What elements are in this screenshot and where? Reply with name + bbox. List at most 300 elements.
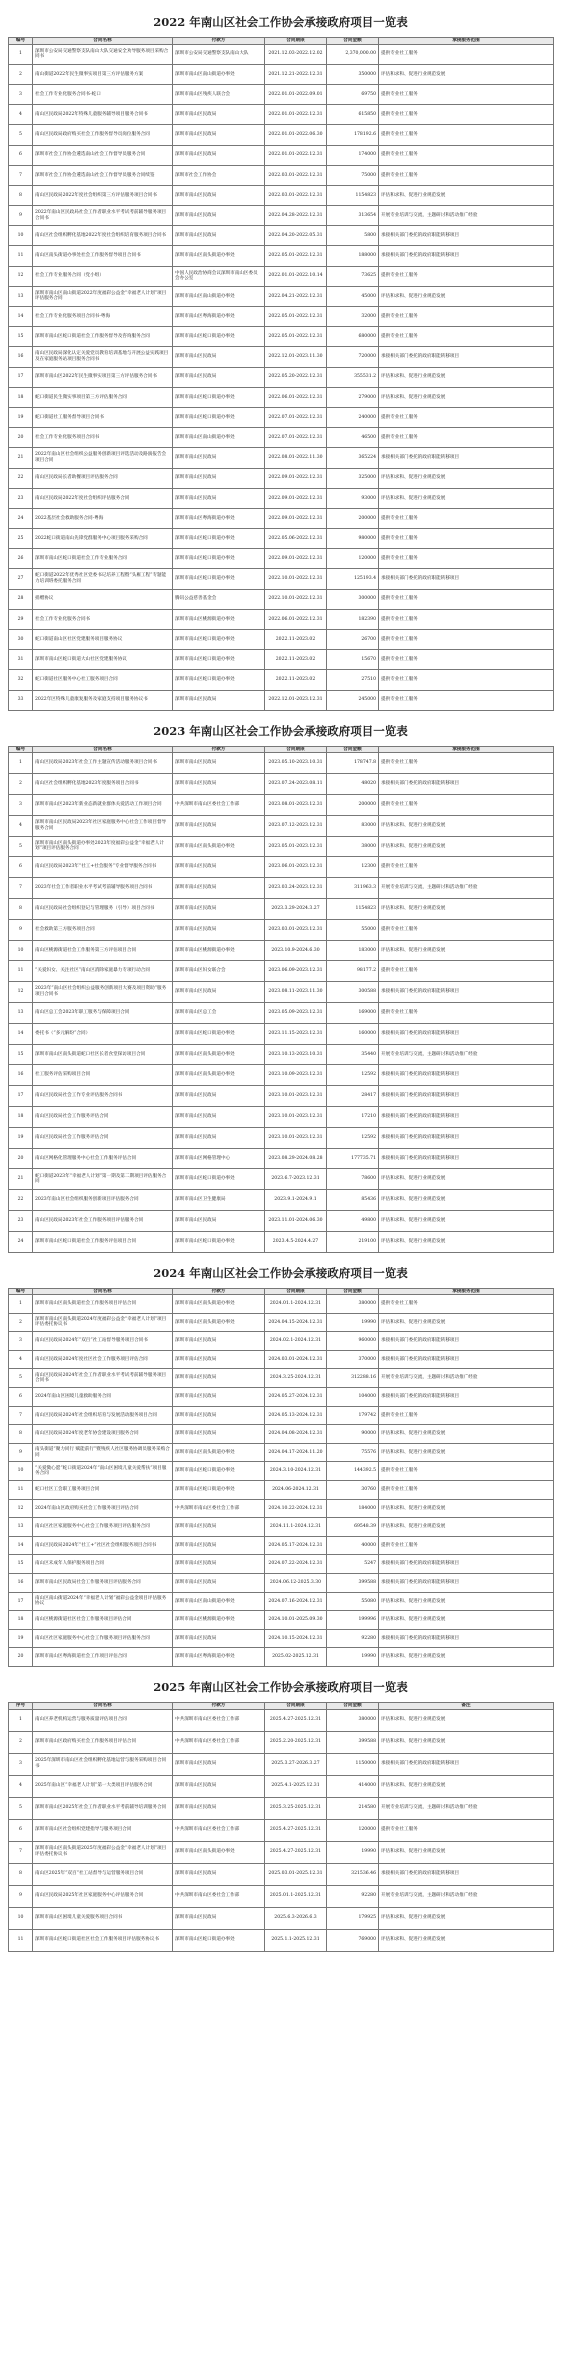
row-number-cell: 5 xyxy=(9,836,33,857)
contract-period-cell: 2022.04.21-2022.12.31 xyxy=(265,286,327,306)
row-number-cell: 24 xyxy=(9,1231,33,1252)
row-number-cell: 18 xyxy=(9,387,33,407)
table-row xyxy=(9,898,554,919)
service-scope-cell: 提供专业社工服务 xyxy=(379,753,554,774)
contract-period-cell: 2025.3.27-2026.3.27 xyxy=(265,1753,327,1775)
contract-name-cell: 深圳市南山区南头街道办事处2023年度福彩公益金“幸福老人计划”项目评估服务合同 xyxy=(33,836,173,857)
contract-period-cell: 2023.07.24-2023.08.11 xyxy=(265,774,327,795)
contract-name-cell: 南山街道2022年民生微事实项目第三方评估服务方案 xyxy=(33,64,173,84)
header-cell: 承接服务范围 xyxy=(379,38,554,45)
contract-name-cell: 深圳市社会工作协会遴选南山社会工作督导员服务合同 xyxy=(33,145,173,165)
table-row xyxy=(9,1555,554,1574)
table-row xyxy=(9,508,554,528)
row-number-cell: 21 xyxy=(9,448,33,468)
contract-period-cell: 2023.10.01-2023.12.31 xyxy=(265,1106,327,1127)
contract-amount-cell: 26700 xyxy=(327,630,379,650)
contract-period-cell: 2023.3.29-2024.3.27 xyxy=(265,898,327,919)
row-number-cell: 9 xyxy=(9,1885,33,1907)
contract-name-cell: 2024年南山区困境儿童救助服务合同 xyxy=(33,1388,173,1407)
contract-period-cell: 2022.09.01-2022.12.31 xyxy=(265,468,327,488)
contract-name-cell: 深圳市南山区蛇口街道社区社会工作服务项目评估服务协议书 xyxy=(33,1929,173,1951)
service-scope-cell: 提供专业社工服务 xyxy=(379,1002,554,1023)
payer-cell: 深圳市南山区蛇口街道办事处 xyxy=(173,549,265,569)
contract-period-cell: 2022.05.01-2022.12.31 xyxy=(265,246,327,266)
contract-amount-cell: 311963.3 xyxy=(327,878,379,899)
table-row xyxy=(9,488,554,508)
row-number-cell: 8 xyxy=(9,185,33,205)
payer-cell: 中国人民政治协商会议深圳市南山区委员会办公室 xyxy=(173,266,265,286)
contract-amount-cell: 279000 xyxy=(327,387,379,407)
payer-cell: 深圳市南山区民政局 xyxy=(173,1210,265,1231)
contract-name-cell: 2023年南山区社会组织服务创新项目评估服务合同 xyxy=(33,1190,173,1211)
contract-name-cell: 深圳市南山区蛇口街道社会工作服务督导及咨询服务合同 xyxy=(33,327,173,347)
contract-name-cell: 南山区总工会2023年职工服务与保障项目合同 xyxy=(33,1002,173,1023)
contract-name-cell: 深圳市南山区2023年新业态新就业群体关爱活动工作项目合同 xyxy=(33,794,173,815)
contract-amount-cell: 69548.39 xyxy=(327,1518,379,1537)
row-number-cell: 7 xyxy=(9,878,33,899)
contract-name-cell: 2022基层社会救助服务合同-粤海 xyxy=(33,508,173,528)
service-scope-cell: 承接相关部门委托的政府职能转移项目 xyxy=(379,1332,554,1351)
payer-cell: 深圳市南山区蛇口街道办事处 xyxy=(173,630,265,650)
row-number-cell: 15 xyxy=(9,1555,33,1574)
contract-amount-cell: 12300 xyxy=(327,857,379,878)
table-row xyxy=(9,1231,554,1252)
payer-cell: 深圳市南山区民政局 xyxy=(173,1907,265,1929)
payer-cell: 深圳市南山区民政局 xyxy=(173,145,265,165)
contract-amount-cell: 313654 xyxy=(327,206,379,226)
payer-cell: 深圳市南山区民政局 xyxy=(173,1536,265,1555)
service-scope-cell: 提供专业社工服务 xyxy=(379,428,554,448)
service-scope-cell: 评估和求和、促进行业规范发展 xyxy=(379,1231,554,1252)
table-row xyxy=(9,549,554,569)
contract-name-cell: 南山区社区家庭服务中心社会工作服务项目评估服务合同 xyxy=(33,1518,173,1537)
contract-name-cell: 南山区桃源街道社会工作服务第三方评估项目合同 xyxy=(33,940,173,961)
row-number-cell: 4 xyxy=(9,815,33,836)
payer-cell: 深圳市南山区民政局 xyxy=(173,448,265,468)
table-row xyxy=(9,1388,554,1407)
table-row xyxy=(9,1841,554,1863)
row-number-cell: 8 xyxy=(9,1863,33,1885)
header-cell: 合同名称 xyxy=(33,746,173,753)
payer-cell: 中共深圳市南山区委社会工作部 xyxy=(173,794,265,815)
service-scope-cell: 开展专业培训与交流，主题研讨和活动推广经验 xyxy=(379,206,554,226)
table-row xyxy=(9,1425,554,1444)
contract-period-cell: 2021.12.03-2022.12.02 xyxy=(265,44,327,64)
payer-cell: 深圳市南山区民政局 xyxy=(173,226,265,246)
contract-amount-cell: 1154823 xyxy=(327,185,379,205)
payer-cell: 深圳市南山区蛇口街道办事处 xyxy=(173,407,265,427)
row-number-cell: 26 xyxy=(9,549,33,569)
contract-amount-cell: 78600 xyxy=(327,1169,379,1190)
service-scope-cell: 提供专业社工服务 xyxy=(379,670,554,690)
table-row xyxy=(9,815,554,836)
table-row xyxy=(9,1499,554,1518)
payer-cell: 深圳市南山区民政局 xyxy=(173,1388,265,1407)
service-scope-cell: 评估和求和、促进行业规范发展 xyxy=(379,836,554,857)
contract-period-cell: 2022.11-2023.02 xyxy=(265,670,327,690)
contract-period-cell: 2024.06-2024.12.31 xyxy=(265,1481,327,1500)
payer-cell: 深圳市南山区民政局 xyxy=(173,1753,265,1775)
service-scope-cell: 提供专业社工服务 xyxy=(379,1295,554,1314)
service-scope-cell: 提供专业社工服务 xyxy=(379,145,554,165)
contract-amount-cell: 125193.4 xyxy=(327,569,379,589)
row-number-cell: 21 xyxy=(9,1169,33,1190)
row-number-cell: 6 xyxy=(9,1819,33,1841)
table-row xyxy=(9,1518,554,1537)
row-number-cell: 20 xyxy=(9,1148,33,1169)
contract-amount-cell: 120000 xyxy=(327,1819,379,1841)
contract-period-cell: 2022.11-2023.02 xyxy=(265,650,327,670)
contract-period-cell: 2022.07.01-2022.12.31 xyxy=(265,428,327,448)
contract-amount-cell: 38000 xyxy=(327,836,379,857)
service-scope-cell: 评估和求和、促进行业规范发展 xyxy=(379,1169,554,1190)
table-row xyxy=(9,589,554,609)
service-scope-cell: 提供专业社工服务 xyxy=(379,407,554,427)
table-row xyxy=(9,1611,554,1630)
payer-cell: 深圳市南山区蛇口街道办事处 xyxy=(173,1023,265,1044)
service-scope-cell: 承接相关部门委托的政府职能转移项目 xyxy=(379,1388,554,1407)
row-number-cell: 7 xyxy=(9,1406,33,1425)
payer-cell: 腾讯公益慈善基金会 xyxy=(173,589,265,609)
contract-name-cell: 社会工作专业服务合同（党小组） xyxy=(33,266,173,286)
row-number-cell: 7 xyxy=(9,165,33,185)
row-number-cell: 6 xyxy=(9,145,33,165)
table-row xyxy=(9,1819,554,1841)
contract-name-cell: 深圳市南山区社会组织党建指导与服务项目合同 xyxy=(33,1819,173,1841)
header-cell: 合同名称 xyxy=(33,1702,173,1709)
table-row xyxy=(9,307,554,327)
section-title: 2025 年南山区社会工作协会承接政府项目一览表 xyxy=(153,1679,408,1694)
contract-period-cell: 2022.07.01-2022.12.31 xyxy=(265,407,327,427)
table-row xyxy=(9,794,554,815)
contract-period-cell: 2022.09.01-2022.12.31 xyxy=(265,549,327,569)
contract-name-cell: 深圳市南山区政府购买社会工作服务项目评估合同 xyxy=(33,1731,173,1753)
service-scope-cell: 提供专业社工服务 xyxy=(379,690,554,710)
contract-name-cell: 南山区民政局2022年度社会组织第三方评估服务项目合同书 xyxy=(33,185,173,205)
project-table-2022 xyxy=(8,37,554,711)
row-number-cell: 17 xyxy=(9,1592,33,1611)
service-scope-cell: 开展专业培训与交流，主题研讨和活动推广经验 xyxy=(379,1369,554,1388)
contract-name-cell: 南山区民政局社会工作服务评估合同 xyxy=(33,1127,173,1148)
table-row xyxy=(9,1731,554,1753)
payer-cell: 深圳市南山区蛇口街道办事处 xyxy=(173,1169,265,1190)
payer-cell: 深圳市南山区南山街道办事处 xyxy=(173,1592,265,1611)
row-number-cell: 13 xyxy=(9,1002,33,1023)
payer-cell: 中共深圳市南山区委社会工作部 xyxy=(173,1819,265,1841)
contract-amount-cell: 19990 xyxy=(327,1313,379,1332)
row-number-cell: 12 xyxy=(9,1499,33,1518)
contract-period-cell: 2024.05.13-2024.12.31 xyxy=(265,1406,327,1425)
contract-amount-cell: 214580 xyxy=(327,1797,379,1819)
contract-amount-cell: 350000 xyxy=(327,64,379,84)
table-row xyxy=(9,145,554,165)
section-title: 2023 年南山区社会工作协会承接政府项目一览表 xyxy=(153,723,408,738)
payer-cell: 深圳市南山区南头街道办事处 xyxy=(173,1841,265,1863)
table-row xyxy=(9,1002,554,1023)
contract-period-cell: 2022.10.01-2022.12.31 xyxy=(265,589,327,609)
contract-name-cell: 蛇口街道2022年优秀社区党委书记培养工程暨“头雁工程”专题能力培训班委托服务合同 xyxy=(33,569,173,589)
contract-amount-cell: 17210 xyxy=(327,1106,379,1127)
contract-name-cell: 南山区养老机构运营与服务质量评估项目合同 xyxy=(33,1709,173,1731)
section-2024 xyxy=(0,1253,561,1667)
table-row xyxy=(9,407,554,427)
contract-amount-cell: 45000 xyxy=(327,286,379,306)
row-number-cell: 31 xyxy=(9,650,33,670)
row-number-cell: 3 xyxy=(9,84,33,104)
contract-name-cell: 南山区民政局2022年度社会组织评估服务合同 xyxy=(33,488,173,508)
service-scope-cell: 评估和求和、促进行业规范发展 xyxy=(379,1592,554,1611)
row-number-cell: 19 xyxy=(9,1127,33,1148)
payer-cell: 深圳市南山区蛇口街道办事处 xyxy=(173,569,265,589)
row-number-cell: 14 xyxy=(9,1536,33,1555)
service-scope-cell: 开展专业培训与交流，主题研讨和活动推广经验 xyxy=(379,1797,554,1819)
contract-name-cell: 捐赠协议 xyxy=(33,589,173,609)
contract-period-cell: 2025.3.25-2025.12.31 xyxy=(265,1797,327,1819)
row-number-cell: 22 xyxy=(9,468,33,488)
contract-amount-cell: 200000 xyxy=(327,794,379,815)
row-number-cell: 23 xyxy=(9,1210,33,1231)
service-scope-cell: 开展专业培训与交流，主题研讨和活动推广经验 xyxy=(379,1885,554,1907)
service-scope-cell: 评估和求和、促进行业规范发展 xyxy=(379,286,554,306)
service-scope-cell: 承接相关部门委托的政府职能转移项目 xyxy=(379,1065,554,1086)
contract-period-cell: 2022.01.01-2022.10.14 xyxy=(265,266,327,286)
table-row xyxy=(9,1462,554,1481)
payer-cell: 深圳市社会工作协会 xyxy=(173,165,265,185)
contract-period-cell: 2022.06.01-2022.12.31 xyxy=(265,609,327,629)
row-number-cell: 15 xyxy=(9,1044,33,1065)
table-row xyxy=(9,64,554,84)
header-cell: 合同期限 xyxy=(265,1702,327,1709)
contract-name-cell: “关爱妇女、关注社区”南山区消除家庭暴力专项行动合同 xyxy=(33,961,173,982)
contract-period-cell: 2023.06.01-2023.12.31 xyxy=(265,857,327,878)
payer-cell: 深圳市南山区民政局 xyxy=(173,1350,265,1369)
contract-name-cell: 深圳市南山区困境儿童关爱服务项目合同书 xyxy=(33,1907,173,1929)
contract-name-cell: 南山区民政局深化认定关爱党员教育培训基地与开展公益实践项目及在家庭服务站项目服务合同书 xyxy=(33,347,173,367)
table-row xyxy=(9,919,554,940)
row-number-cell: 1 xyxy=(9,1709,33,1731)
contract-period-cell: 2022.09.01-2022.12.31 xyxy=(265,508,327,528)
contract-amount-cell: 399588 xyxy=(327,1574,379,1593)
contract-period-cell: 2025.1.1-2025.12.31 xyxy=(265,1929,327,1951)
payer-cell: 深圳市南山区南头街道办事处 xyxy=(173,1295,265,1314)
contract-name-cell: 南山区民政局2024年度社区社会工作服务项目评估合同 xyxy=(33,1350,173,1369)
contract-amount-cell: 960000 xyxy=(327,1332,379,1351)
contract-amount-cell: 12592 xyxy=(327,1127,379,1148)
contract-period-cell: 2024.04.15-2024.12.31 xyxy=(265,1313,327,1332)
contract-name-cell: 南山区南山街道2024年“幸福老人计划”福彩公益金项目评估服务协议 xyxy=(33,1592,173,1611)
contract-amount-cell: 200000 xyxy=(327,508,379,528)
payer-cell: 深圳市南山区桃源街道办事处 xyxy=(173,609,265,629)
header-cell: 编号 xyxy=(9,38,33,45)
table-row xyxy=(9,105,554,125)
contract-amount-cell: 98177.2 xyxy=(327,961,379,982)
payer-cell: 深圳市南山区民政局 xyxy=(173,774,265,795)
row-number-cell: 20 xyxy=(9,428,33,448)
row-number-cell: 19 xyxy=(9,1629,33,1648)
payer-cell: 深圳市南山区卫生健康局 xyxy=(173,1190,265,1211)
contract-period-cell: 2024.3.25-2024.12.31 xyxy=(265,1369,327,1388)
contract-amount-cell: 19990 xyxy=(327,1648,379,1667)
row-number-cell: 15 xyxy=(9,327,33,347)
contract-period-cell: 2024.10.01-2025.09.30 xyxy=(265,1611,327,1630)
contract-period-cell: 2024.02.1-2024.12.31 xyxy=(265,1332,327,1351)
row-number-cell: 5 xyxy=(9,125,33,145)
row-number-cell: 11 xyxy=(9,961,33,982)
service-scope-cell: 评估和求和、促进行业规范发展 xyxy=(379,1929,554,1951)
payer-cell: 深圳市南山区南山街道办事处 xyxy=(173,286,265,306)
contract-period-cell: 2022.09.01-2022.12.31 xyxy=(265,488,327,508)
row-number-cell: 16 xyxy=(9,1065,33,1086)
contract-amount-cell: 2,370,000.00 xyxy=(327,44,379,64)
contract-amount-cell: 5800 xyxy=(327,226,379,246)
header-cell: 编号 xyxy=(9,746,33,753)
contract-period-cell: 2023.10.13-2023.10.31 xyxy=(265,1044,327,1065)
payer-cell: 深圳市南山区蛇口街道办事处 xyxy=(173,1462,265,1481)
table-body xyxy=(9,753,554,1252)
table-row xyxy=(9,1929,554,1951)
service-scope-cell: 评估和求和、促进行业规范发展 xyxy=(379,367,554,387)
contract-amount-cell: 321536.46 xyxy=(327,1863,379,1885)
contract-amount-cell: 104000 xyxy=(327,1388,379,1407)
table-row xyxy=(9,630,554,650)
table-row xyxy=(9,1443,554,1462)
payer-cell: 深圳市南山区民政局 xyxy=(173,1863,265,1885)
payer-cell: 中共深圳市南山区委社会工作部 xyxy=(173,1731,265,1753)
contract-amount-cell: 120000 xyxy=(327,549,379,569)
contract-amount-cell: 75576 xyxy=(327,1443,379,1462)
table-row xyxy=(9,1350,554,1369)
service-scope-cell: 提供专业社工服务 xyxy=(379,857,554,878)
payer-cell: 深圳市南山区南头街道办事处 xyxy=(173,246,265,266)
payer-cell: 深圳市南山区网格管理中心 xyxy=(173,1148,265,1169)
table-row xyxy=(9,1369,554,1388)
contract-name-cell: 深圳市南山区2025年社会工作者职业水平考前辅导培训服务合同 xyxy=(33,1797,173,1819)
contract-name-cell: 南山区南头街道办事处社会工作服务督导项目合同书 xyxy=(33,246,173,266)
contract-period-cell: 2022.05.01-2022.12.31 xyxy=(265,307,327,327)
contract-amount-cell: 245000 xyxy=(327,690,379,710)
contract-amount-cell: 49800 xyxy=(327,1210,379,1231)
service-scope-cell: 提供专业社工服务 xyxy=(379,589,554,609)
row-number-cell: 24 xyxy=(9,508,33,528)
contract-period-cell: 2024.3.10-2024.12.31 xyxy=(265,1462,327,1481)
contract-period-cell: 2023.10.09-2023.12.31 xyxy=(265,1065,327,1086)
contract-amount-cell: 30760 xyxy=(327,1481,379,1500)
row-number-cell: 1 xyxy=(9,753,33,774)
service-scope-cell: 评估和求和、促进行业规范发展 xyxy=(379,1499,554,1518)
contract-amount-cell: 184000 xyxy=(327,1499,379,1518)
header-cell: 付款方 xyxy=(173,38,265,45)
payer-cell: 深圳市南山区民政局 xyxy=(173,488,265,508)
contract-amount-cell: 399588 xyxy=(327,1731,379,1753)
payer-cell: 深圳市南山区粤海街道办事处 xyxy=(173,1648,265,1667)
contract-amount-cell: 980000 xyxy=(327,529,379,549)
contract-period-cell: 2023.08.11-2023.11.30 xyxy=(265,982,327,1003)
payer-cell: 深圳市南山区粤海街道办事处 xyxy=(173,307,265,327)
table-row xyxy=(9,185,554,205)
service-scope-cell: 评估和求和、促进行业规范发展 xyxy=(379,1210,554,1231)
table-row xyxy=(9,428,554,448)
service-scope-cell: 承接相关部门委托的政府职能转移项目 xyxy=(379,226,554,246)
payer-cell: 深圳市公安局交通警察支队南山大队 xyxy=(173,44,265,64)
table-row xyxy=(9,836,554,857)
header-cell: 编号 xyxy=(9,1288,33,1295)
service-scope-cell: 评估和求和、促进行业规范发展 xyxy=(379,1313,554,1332)
service-scope-cell: 提供专业社工服务 xyxy=(379,307,554,327)
contract-period-cell: 2024.04.08-2024.12.31 xyxy=(265,1425,327,1444)
payer-cell: 深圳市南山区蛇口街道办事处 xyxy=(173,327,265,347)
service-scope-cell: 评估和求和、促进行业规范发展 xyxy=(379,1425,554,1444)
payer-cell: 深圳市南山区民政局 xyxy=(173,878,265,899)
contract-name-cell: 深圳市南山区蛇口街道大山社区党建服务协议 xyxy=(33,650,173,670)
table-row xyxy=(9,226,554,246)
section-title: 2022 年南山区社会工作协会承接政府项目一览表 xyxy=(153,15,408,29)
section-2022 xyxy=(0,0,561,711)
contract-amount-cell: 93000 xyxy=(327,488,379,508)
table-row xyxy=(9,1106,554,1127)
contract-period-cell: 2024.01.1-2024.12.31 xyxy=(265,1295,327,1314)
header-cell: 付款方 xyxy=(173,746,265,753)
header-cell: 承接服务范围 xyxy=(379,1288,554,1295)
contract-name-cell: 深圳市公安局交通警察支队南山大队交通安全劝导服务项目采购合同书 xyxy=(33,44,173,64)
table-row xyxy=(9,774,554,795)
table-row xyxy=(9,1481,554,1500)
contract-amount-cell: 370000 xyxy=(327,1350,379,1369)
contract-name-cell: 蛇口街道社工服务督导项目合同书 xyxy=(33,407,173,427)
table-row xyxy=(9,206,554,226)
row-number-cell: 17 xyxy=(9,367,33,387)
service-scope-cell: 承接相关部门委托的政府职能转移项目 xyxy=(379,1753,554,1775)
row-number-cell: 22 xyxy=(9,1190,33,1211)
service-scope-cell: 评估和求和、促进行业规范发展 xyxy=(379,1907,554,1929)
table-row xyxy=(9,1797,554,1819)
contract-amount-cell: 75000 xyxy=(327,165,379,185)
contract-amount-cell: 55080 xyxy=(327,1592,379,1611)
row-number-cell: 9 xyxy=(9,919,33,940)
payer-cell: 深圳市南山区民政局 xyxy=(173,367,265,387)
table-row xyxy=(9,650,554,670)
contract-amount-cell: 365224 xyxy=(327,448,379,468)
row-number-cell: 11 xyxy=(9,1929,33,1951)
contract-name-cell: 南山区民政局社会工作服务评估合同 xyxy=(33,1106,173,1127)
contract-amount-cell: 90000 xyxy=(327,1425,379,1444)
contract-period-cell: 2022.11-2023.02 xyxy=(265,630,327,650)
row-number-cell: 8 xyxy=(9,898,33,919)
row-number-cell: 4 xyxy=(9,1775,33,1797)
service-scope-cell: 提供专业社工服务 xyxy=(379,105,554,125)
contract-amount-cell: 55000 xyxy=(327,919,379,940)
contract-period-cell: 2023.08.01-2023.12.31 xyxy=(265,794,327,815)
table-row xyxy=(9,448,554,468)
contract-period-cell: 2024.05.27-2024.12.31 xyxy=(265,1388,327,1407)
table-row xyxy=(9,982,554,1003)
contract-name-cell: 南山区民政局社会工作专业评估服务合同书 xyxy=(33,1086,173,1107)
contract-name-cell: 2025年深圳市南山区社会组织孵化基地运营与服务采购项目合同书 xyxy=(33,1753,173,1775)
payer-cell: 深圳市南山区南山街道办事处 xyxy=(173,428,265,448)
service-scope-cell: 提供专业社工服务 xyxy=(379,919,554,940)
contract-amount-cell: 380000 xyxy=(327,1295,379,1314)
table-row xyxy=(9,165,554,185)
table-row xyxy=(9,286,554,306)
contract-period-cell: 2023.10.01-2023.12.31 xyxy=(265,1127,327,1148)
contract-period-cell: 2023.07.12-2023.12.31 xyxy=(265,815,327,836)
contract-name-cell: 蛇口社区工会职工服务项目合同 xyxy=(33,1481,173,1500)
header-cell: 合同期限 xyxy=(265,746,327,753)
contract-name-cell: 深圳市南山区南头街道2025年度福彩公益金“幸福老人计划”项目评估委托协议书 xyxy=(33,1841,173,1863)
contract-period-cell: 2023.03.24-2023.12.31 xyxy=(265,878,327,899)
table-row xyxy=(9,1592,554,1611)
table-row xyxy=(9,609,554,629)
table-body xyxy=(9,1709,554,1951)
